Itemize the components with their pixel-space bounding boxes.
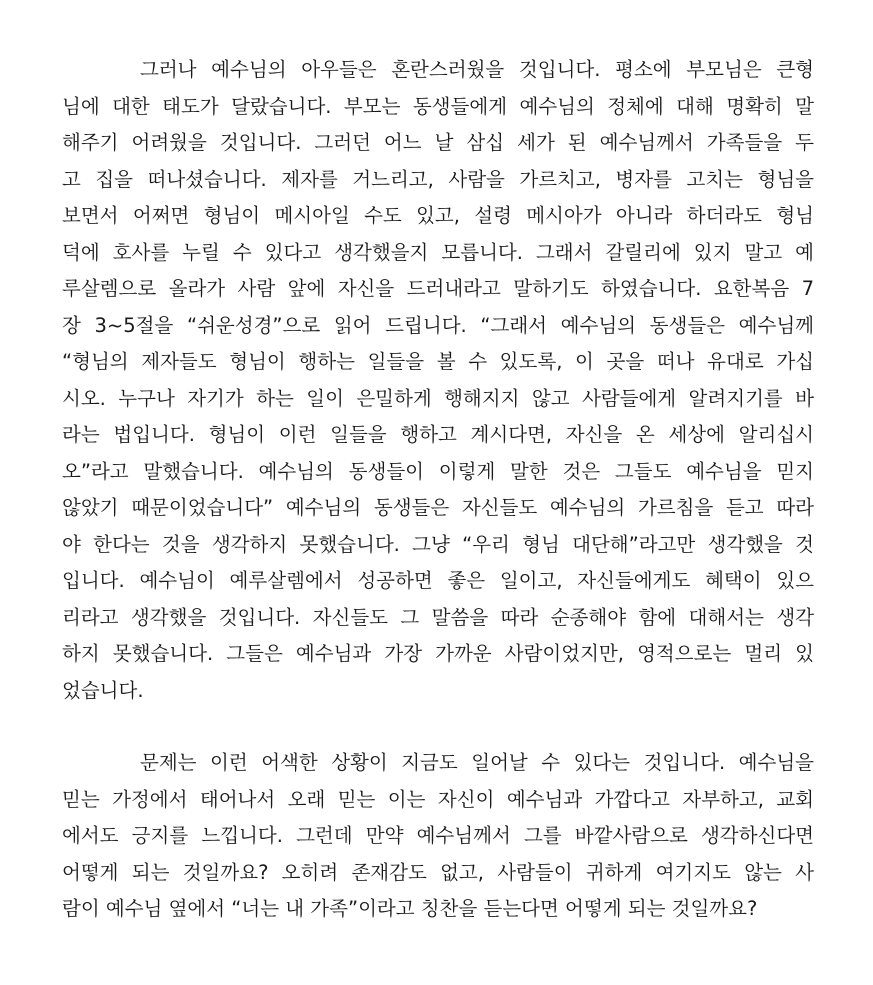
text-line: 님에 대한 태도가 달랐습니다. 부모는 동생들에게 예수님의 정체에 대해 명확히 말 [62,94,814,118]
paragraph-1 [62,52,814,709]
text-line: 하지 못했습니다. 그들은 예수님과 가장 가까운 사람이었지만, 영적으로는 멀리 있 [62,642,814,665]
text-line: 그러나 예수님의 아우들은 혼란스러웠을 것입니다. 평소에 부모님은 큰형 [140,58,814,81]
text-line: 보면서 어쩌면 형님이 메시아일 수도 있고, 설령 메시아가 아니라 하더라도 형님 [62,204,814,227]
text-line: 해주기 어려웠을 것입니다. 그러던 어느 날 삼십 세가 된 예수님께서 가족들을 두 [62,131,814,154]
text-line: 라는 법입니다. 형님이 이런 일들을 행하고 계시다면, 자신을 온 세상에 알리십시 [62,423,814,446]
text-line: 시오. 누구나 자기가 하는 일이 은밀하게 행해지지 않고 사람들에게 알려지기를 바 [62,386,814,410]
text-line: 덕에 호사를 누릴 수 있다고 생각했을지 모릅니다. 그래서 갈릴리에 있지 말고 예 [62,240,814,264]
text-line: 오”라고 말했습니다. 예수님의 동생들이 이렇게 말한 것은 그들도 예수님을 믿지 [62,459,814,483]
text-line: 람이 예수님 옆에서 “너는 내 가족”이라고 칭찬을 듣는다면 어떻게 되는 것일까요? [62,897,758,920]
text-line: 었습니다. [62,678,144,702]
text-line: 고 집을 떠나셨습니다. 제자를 거느리고, 사람을 가르치고, 병자를 고치는 형님을 [62,167,814,191]
text-line: 야 한다는 것을 생각하지 못했습니다. 그냥 “우리 형님 대단해”라고만 생각했을 것 [62,532,814,556]
text-line: 리라고 생각했을 것입니다. 자신들도 그 말씀을 따라 순종해야 함에 대해서는 생각 [62,605,814,629]
text-line: “형님의 제자들도 형님이 행하는 일들을 볼 수 있도록, 이 곳을 떠나 유대로 가십 [62,350,814,373]
text-line: 어떻게 되는 것일까요? 오히려 존재감도 없고, 사람들이 귀하게 여기지도 않는 사 [62,860,814,884]
text-line: 에서도 긍지를 느낍니다. 그런데 만약 예수님께서 그를 바깥사람으로 생각하신다면 [62,824,814,847]
text-line: 않았기 때문이었습니다” 예수님의 동생들은 자신들도 예수님의 가르침을 듣고 따라 [62,496,814,519]
text-line: 루살렘으로 올라가 사람 앞에 자신을 드러내라고 말하기도 하였습니다. 요한복음 7 [62,277,814,300]
text-line: 믿는 가정에서 태어나서 오래 믿는 이는 자신이 예수님과 가깝다고 자부하고, 교회 [62,787,814,811]
text-line: 입니다. 예수님이 예루살렘에서 성공하면 좋은 일이고, 자신들에게도 혜택이 있으 [62,569,814,592]
paragraph-2 [62,745,814,928]
text-line: 문제는 이런 어색한 상황이 지금도 일어날 수 있다는 것입니다. 예수님을 [140,751,814,774]
document-page [62,52,814,928]
text-line: 장 3~5절을 “쉬운성경”으로 읽어 드립니다. “그래서 예수님의 동생들은 예수님께 [62,313,814,337]
